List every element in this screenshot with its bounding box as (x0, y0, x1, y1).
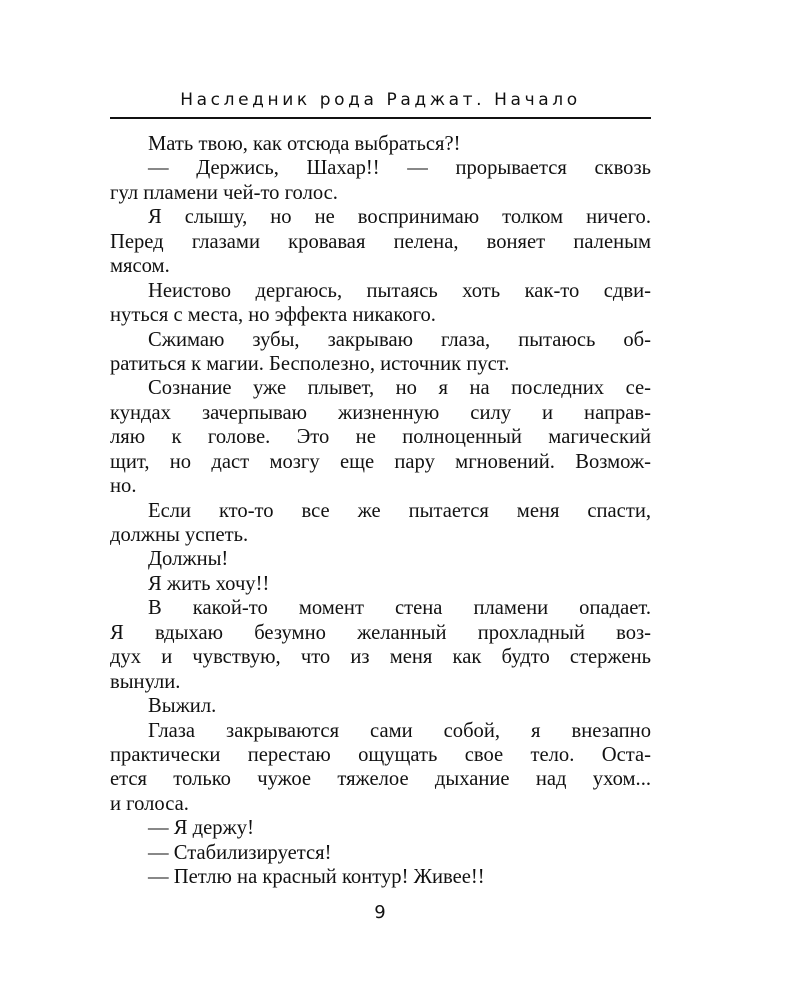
text-line: вынули. (110, 670, 181, 693)
text-line: — Петлю на красный контур! Живее!! (148, 866, 485, 889)
text-line: должны успеть. (110, 524, 249, 546)
text-line: Я слышу, но не воспринимаю толком ничего. (148, 206, 651, 229)
text-line: но. (110, 475, 137, 498)
page-number: 9 (374, 902, 386, 923)
text-line: Выжил. (148, 695, 217, 718)
text-line: В какой-то момент стена пламени опадает. (148, 597, 651, 620)
text-line: кундах зачерпываю жизненную силу и направ- (110, 401, 651, 424)
text-line: Сжимаю зубы, закрываю глаза, пытаюсь об- (148, 328, 651, 351)
text-line: — Я держу! (148, 817, 254, 840)
text-line: и голоса. (110, 792, 189, 815)
text-line: Я вдыхаю безумно желанный прохладный воз- (110, 621, 651, 644)
text-line: Мать твою, как отсюда выбраться?! (148, 133, 461, 155)
text-line: Должны! (148, 548, 229, 571)
text-line: Перед глазами кровавая пелена, воняет паленым (110, 230, 651, 253)
text-line: Глаза закрываются сами собой, я внезапно (148, 719, 651, 742)
text-line: нуться с места, но эффекта никакого. (110, 304, 436, 327)
text-line: Я жить хочу!! (148, 572, 270, 595)
text-line: Сознание уже плывет, но я на последних се- (148, 377, 651, 400)
text-line: практически перестаю ощущать свое тело. Оста- (110, 743, 651, 766)
header-rule (110, 117, 651, 119)
text-line: — Стабилизируется! (148, 841, 332, 864)
text-line: — Держись, Шахар!! — прорывается сквозь (148, 157, 651, 180)
text-line: ется только чужое тяжелое дыхание над ухом... (110, 768, 651, 791)
text-line: Если кто-то все же пытается меня спасти, (148, 499, 651, 522)
text-line: щит, но даст мозгу еще пару мгновений. Возмож- (110, 450, 651, 473)
text-line: ратиться к магии. Бесполезно, источник пуст. (110, 352, 510, 375)
text-line: мясом. (110, 255, 170, 278)
running-head: Наследник рода Раджат. Начало (180, 90, 581, 110)
text-line: дух и чувствую, что из меня как будто стержень (110, 646, 651, 669)
text-line: ляю к голове. Это не полноценный магический (110, 426, 651, 449)
body-text (110, 132, 651, 890)
text-line: гул пламени чей-то голос. (110, 181, 338, 204)
text-line: Неистово дергаюсь, пытаясь хоть как-то сдви- (148, 279, 651, 302)
